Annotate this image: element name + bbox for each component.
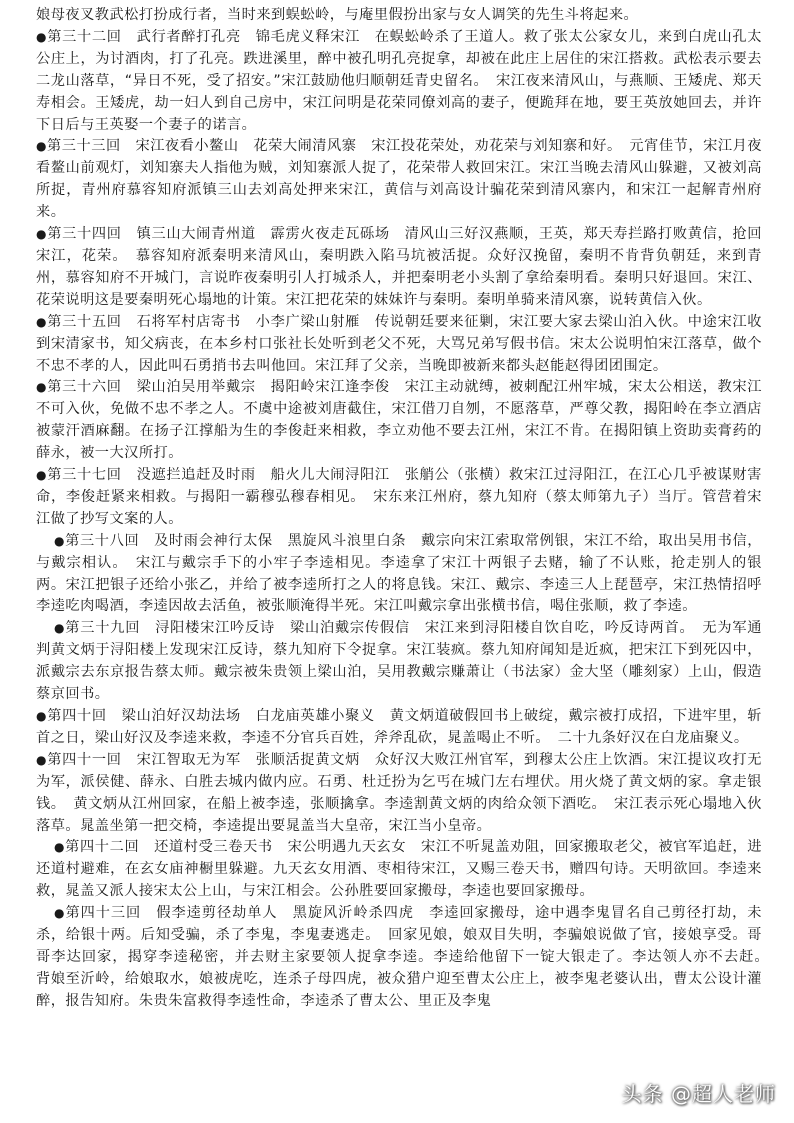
bullet-icon: ● [54, 906, 66, 921]
paragraph-text: 第三十二回 武行者醉打孔亮 锦毛虎义释宋江 在蜈蚣岭杀了王道人。救了张太公家女儿，来到白虎山孔太公庄上，为讨酒肉，打了孔亮。跌进溪里，醉中被孔明孔亮捉拿，却被在此庄上居住的宋江搭救。武松表示要去二龙山落草，“异日不死，受了招安。”宋江鼓励他归顺朝廷青史留名。 宋江夜来清风山，与燕顺、王矮虎、郑天寿相会。王矮虎，劫一妇人到自己房中，宋江问明是花荣同僚刘高的妻子，便跪拜在地，要王英放她回去，并许下日后与王英娶一个妻子的诺言。 [36, 28, 762, 133]
paragraph-text: 第四十回 梁山泊好汉劫法场 白龙庙英雄小聚义 黄文炳道破假回书上破绽，戴宗被打成招，下进牢里，斩首之日，梁山好汉及李逵来救，李逵不分官兵百姓，斧斧乱砍，晁盖喝止不听。 二十九条好汉在白龙庙聚义。 [36, 708, 762, 746]
paragraph-11 [36, 837, 762, 903]
paragraph-text: 第三十三回 宋江夜看小鳌山 花荣大闹清风寨 宋江投花荣处，劝花荣与刘知寨和好。 元宵佳节，宋江月夜看鳌山前观灯，刘知寨夫人指他为贼，刘知寨派人捉了，花荣带人救回宋江。宋江当晚去清风山躲避，又被刘高所捉，青州府慕容知府派镇三山去刘高处押来宋江，黄信与刘高设计骗花荣到清风寨内，和宋江一起解青州府来。 [36, 138, 762, 221]
paragraph-text: 第三十四回 镇三山大闹青州道 霹雳火夜走瓦砾场 清风山三好汉燕顺，王英，郑天寿拦路打败黄信，抢回宋江，花荣。 慕容知府派秦明来清风山，秦明跌入陷马坑被活捉。众好汉挽留，秦明不肯背负朝廷，来到青州，慕容知府不开城门，言说昨夜秦明引人打城杀人，并把秦明老小头割了拿给秦明看。秦明只好退回。宋江、花荣说明这是要秦明死心塌地的计策。宋江把花荣的妹妹许与秦明。秦明单骑来清风寨，说转黄信入伙。 [36, 226, 762, 308]
bullet-icon: ● [36, 139, 48, 154]
paragraph-0 [36, 5, 762, 27]
paragraph-10 [36, 750, 762, 838]
paragraph-9 [36, 706, 762, 750]
paragraph-text: 第四十一回 宋江智取无为军 张顺活捉黄文炳 众好汉大败江州官军，到穆太公庄上饮酒。宋江提议攻打无为军，派侯健、薛永、白胜去城内做内应。石勇、杜迁扮为乞丐在城门左右埋伏。用火烧了黄文炳的家。拿走银钱。 黄文炳从江州回家，在船上被李逵，张顺擒拿。李逵割黄文炳的肉给众领下酒吃。 宋江表示死心塌地入伙落草。晁盖坐第一把交椅，李逵提出要晁盖当大皇帝，宋江当小皇帝。 [36, 751, 762, 834]
paragraph-text: 第四十二回 还道村受三卷天书 宋公明遇九天玄女 宋江不听晁盖劝阻，回家搬取老父，被官军追赶，进还道村避难，在玄女庙神橱里躲避。九天玄女用酒、枣相待宋江，又赐三卷天书，赠四句诗。天明欲回。李逵来救，晁盖又派人接宋太公上山，与宋江相会。公孙胜要回家搬母，李逵也要回家搬母。 [36, 839, 762, 900]
bullet-icon: ● [36, 227, 48, 242]
paragraph-6 [36, 465, 762, 531]
paragraph-text: 娘母夜叉教武松打扮成行者，当时来到蜈蚣岭，与庵里假扮出家与女人调笑的先生斗将起来。 [36, 7, 639, 23]
paragraph-text: 第三十五回 石将军村店寄书 小李广梁山射雁 传说朝廷要来征剿，宋江要大家去梁山泊入伙。中途宋江收到宋清家书，知父病丧，在本乡村口张社长处听到老父不死，大骂兄弟写假书信。宋太公说明怕宋江落草，做个不忠不孝的人，因此叫石勇捎书去叫他回。宋江拜了父亲，当晚即被新来都头赵能赵得团团围定。 [36, 313, 762, 374]
bullet-icon: ● [36, 752, 48, 767]
bullet-icon: ● [36, 380, 48, 395]
bullet-icon: ● [54, 840, 66, 855]
paragraph-8 [36, 618, 762, 706]
paragraph-3 [36, 224, 762, 312]
bullet-icon: ● [54, 533, 66, 548]
paragraph-5 [36, 377, 762, 465]
paragraph-7 [36, 531, 762, 619]
paragraph-2 [36, 136, 762, 224]
watermark: 头条 @超人老师 [621, 1082, 776, 1106]
paragraph-4 [36, 312, 762, 378]
paragraph-1 [36, 27, 762, 137]
paragraph-text: 第三十七回 没遮拦追赶及时雨 船火儿大闹浔阳江 张艄公（张横）救宋江过浔阳江，在江心几乎被谋财害命，李俊赶紧来相救。与揭阳一霸穆弘穆春相见。 宋东来江州府，蔡九知府（蔡太师第九子）当厅。管营着宋江做了抄写文案的人。 [36, 467, 762, 527]
bullet-icon: ● [36, 314, 48, 329]
bullet-icon: ● [36, 468, 48, 483]
bullet-icon: ● [54, 621, 66, 636]
bullet-icon: ● [36, 29, 48, 44]
paragraph-text: 第三十八回 及时雨会神行太保 黑旋风斗浪里白条 戴宗向宋江索取常例银，宋江不给，取出吴用书信，与戴宗相认。 宋江与戴宗手下的小牢子李逵相见。李逵拿了宋江十两银子去赌，输了不认账，抢走别人的银两。宋江把银子还给小张乙，并给了被李逵所打之人的将息钱。宋江、戴宗、李逵三人上琵琶亭，宋江热情招呼李逵吃肉喝酒，李逵因故去活鱼，被张顺淹得半死。宋江叫戴宗拿出张横书信，喝住张顺，救了李逵。 [36, 532, 762, 615]
bullet-icon: ● [36, 709, 48, 723]
paragraph-12 [36, 903, 777, 1013]
paragraph-text: 第三十九回 浔阳楼宋江吟反诗 梁山泊戴宗传假信 宋江来到浔阳楼自饮自吃，吟反诗两首。 无为军通判黄文炳于浔阳楼上发现宋江反诗，蔡九知府下令捉拿。宋江装疯。蔡九知府闻知是近疯，把宋江下到死囚中，派戴宗去东京报告蔡太师。戴宗被朱贵领上梁山泊，吴用教戴宗赚萧让（书法家）金大坚（雕刻家）上山，假造蔡京回书。 [36, 620, 762, 703]
paragraph-text: 第四十三回 假李逵剪径劫单人 黑旋风沂岭杀四虎 李逵回家搬母，途中遇李鬼冒名自己剪径打劫，未杀，给银十两。后知受骗，杀了李鬼，李鬼妻逃走。 回家见娘，娘双目失明，李骗娘说做了官，接娘享受。哥哥李达回家，揭穿李逵秘密，并去财主家要领人捉拿李逵。李逵给他留下一锭大银走了。李达领人亦不去赶。 背娘至沂岭，给娘取水，娘被虎吃，连杀子母四虎，被众猎户迎至曹太公庄上，被李鬼老婆认出，曹太公设计灌醉，报告知府。朱贵朱富救得李逵性命，李逵杀了曹太公、里正及李鬼 [36, 905, 777, 1009]
paragraph-text: 第三十六回 梁山泊吴用举戴宗 揭阳岭宋江逢李俊 宋江主动就缚，被刺配江州牢城，宋太公相送，教宋江不可入伙，免做不忠不孝之人。不虞中途被刘唐截住，宋江借刀自刎，不愿落草，严尊父教，揭阳岭在李立酒店被蒙汗酒麻翻。在扬子江撑船为生的李俊赶来相救，李立劝他不要去江州，宋江不肯。在揭阳镇上资助卖膏药的薛永，被一大汉所打。 [36, 379, 762, 462]
